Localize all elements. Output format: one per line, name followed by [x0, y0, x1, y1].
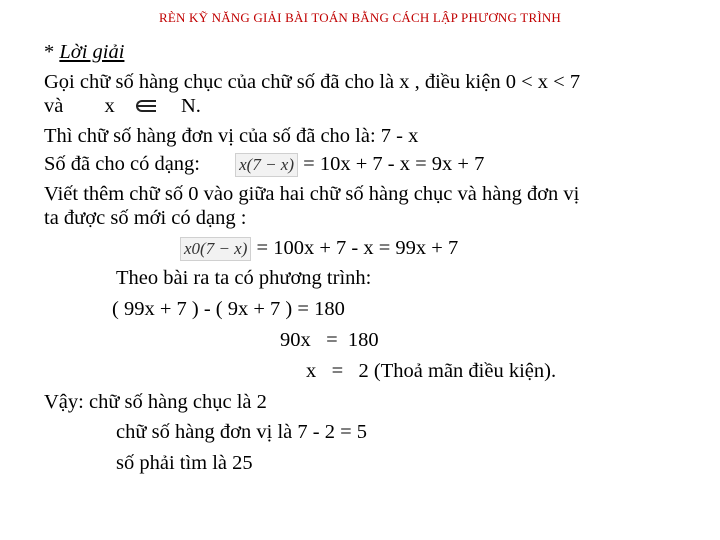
line-new-number-form: [180, 236, 458, 261]
line-units-digit: Thì chữ số hàng đơn vị của số đã cho là: 7 - x: [44, 125, 419, 147]
line-conclusion-units: chữ số hàng đơn vị là 7 - 2 = 5: [116, 421, 368, 443]
new-number-expression: x0(7 − x): [180, 237, 251, 261]
and-word: và: [44, 95, 64, 117]
element-of-icon: [136, 100, 158, 114]
number-form-expression: x(7 − x): [235, 153, 298, 177]
line-equation: ( 99x + 7 ) - ( 9x + 7 ) = 180: [112, 298, 345, 320]
line-let-tens-digit: Gọi chữ số hàng chục của chữ số đã cho là x , điều kiện 0 < x < 7: [44, 71, 581, 93]
natural-set: N.: [180, 95, 201, 117]
asterisk: *: [44, 41, 60, 63]
line-condition: [44, 94, 201, 118]
line-number-form: [44, 152, 484, 177]
number-form-equation: = 10x + 7 - x = 9x + 7: [303, 153, 485, 175]
solution-heading: [44, 40, 124, 64]
new-number-equation: = 100x + 7 - x = 99x + 7: [256, 237, 459, 259]
line-insert-zero: Viết thêm chữ số 0 vào giữa hai chữ số hàng chục và hàng đơn vị: [44, 183, 580, 205]
variable-x: x: [104, 95, 115, 117]
line-conclusion-number: số phải tìm là 25: [116, 452, 253, 474]
number-form-label: Số đã cho có dạng:: [44, 153, 200, 175]
page-header: RÈN KỸ NĂNG GIẢI BÀI TOÁN BẰNG CÁCH LẬP PHƯƠNG TRÌNH: [158, 10, 562, 25]
solution-title: Lời giải: [59, 41, 125, 63]
line-simplified: 90x = 180: [280, 329, 379, 351]
line-conclusion-tens: Vậy: chữ số hàng chục là 2: [44, 391, 267, 413]
line-new-number: ta được số mới có dạng :: [44, 207, 247, 229]
line-solution-x: x = 2 (Thoả mãn điều kiện).: [306, 360, 557, 382]
line-equation-intro: Theo bài ra ta có phương trình:: [116, 267, 372, 289]
